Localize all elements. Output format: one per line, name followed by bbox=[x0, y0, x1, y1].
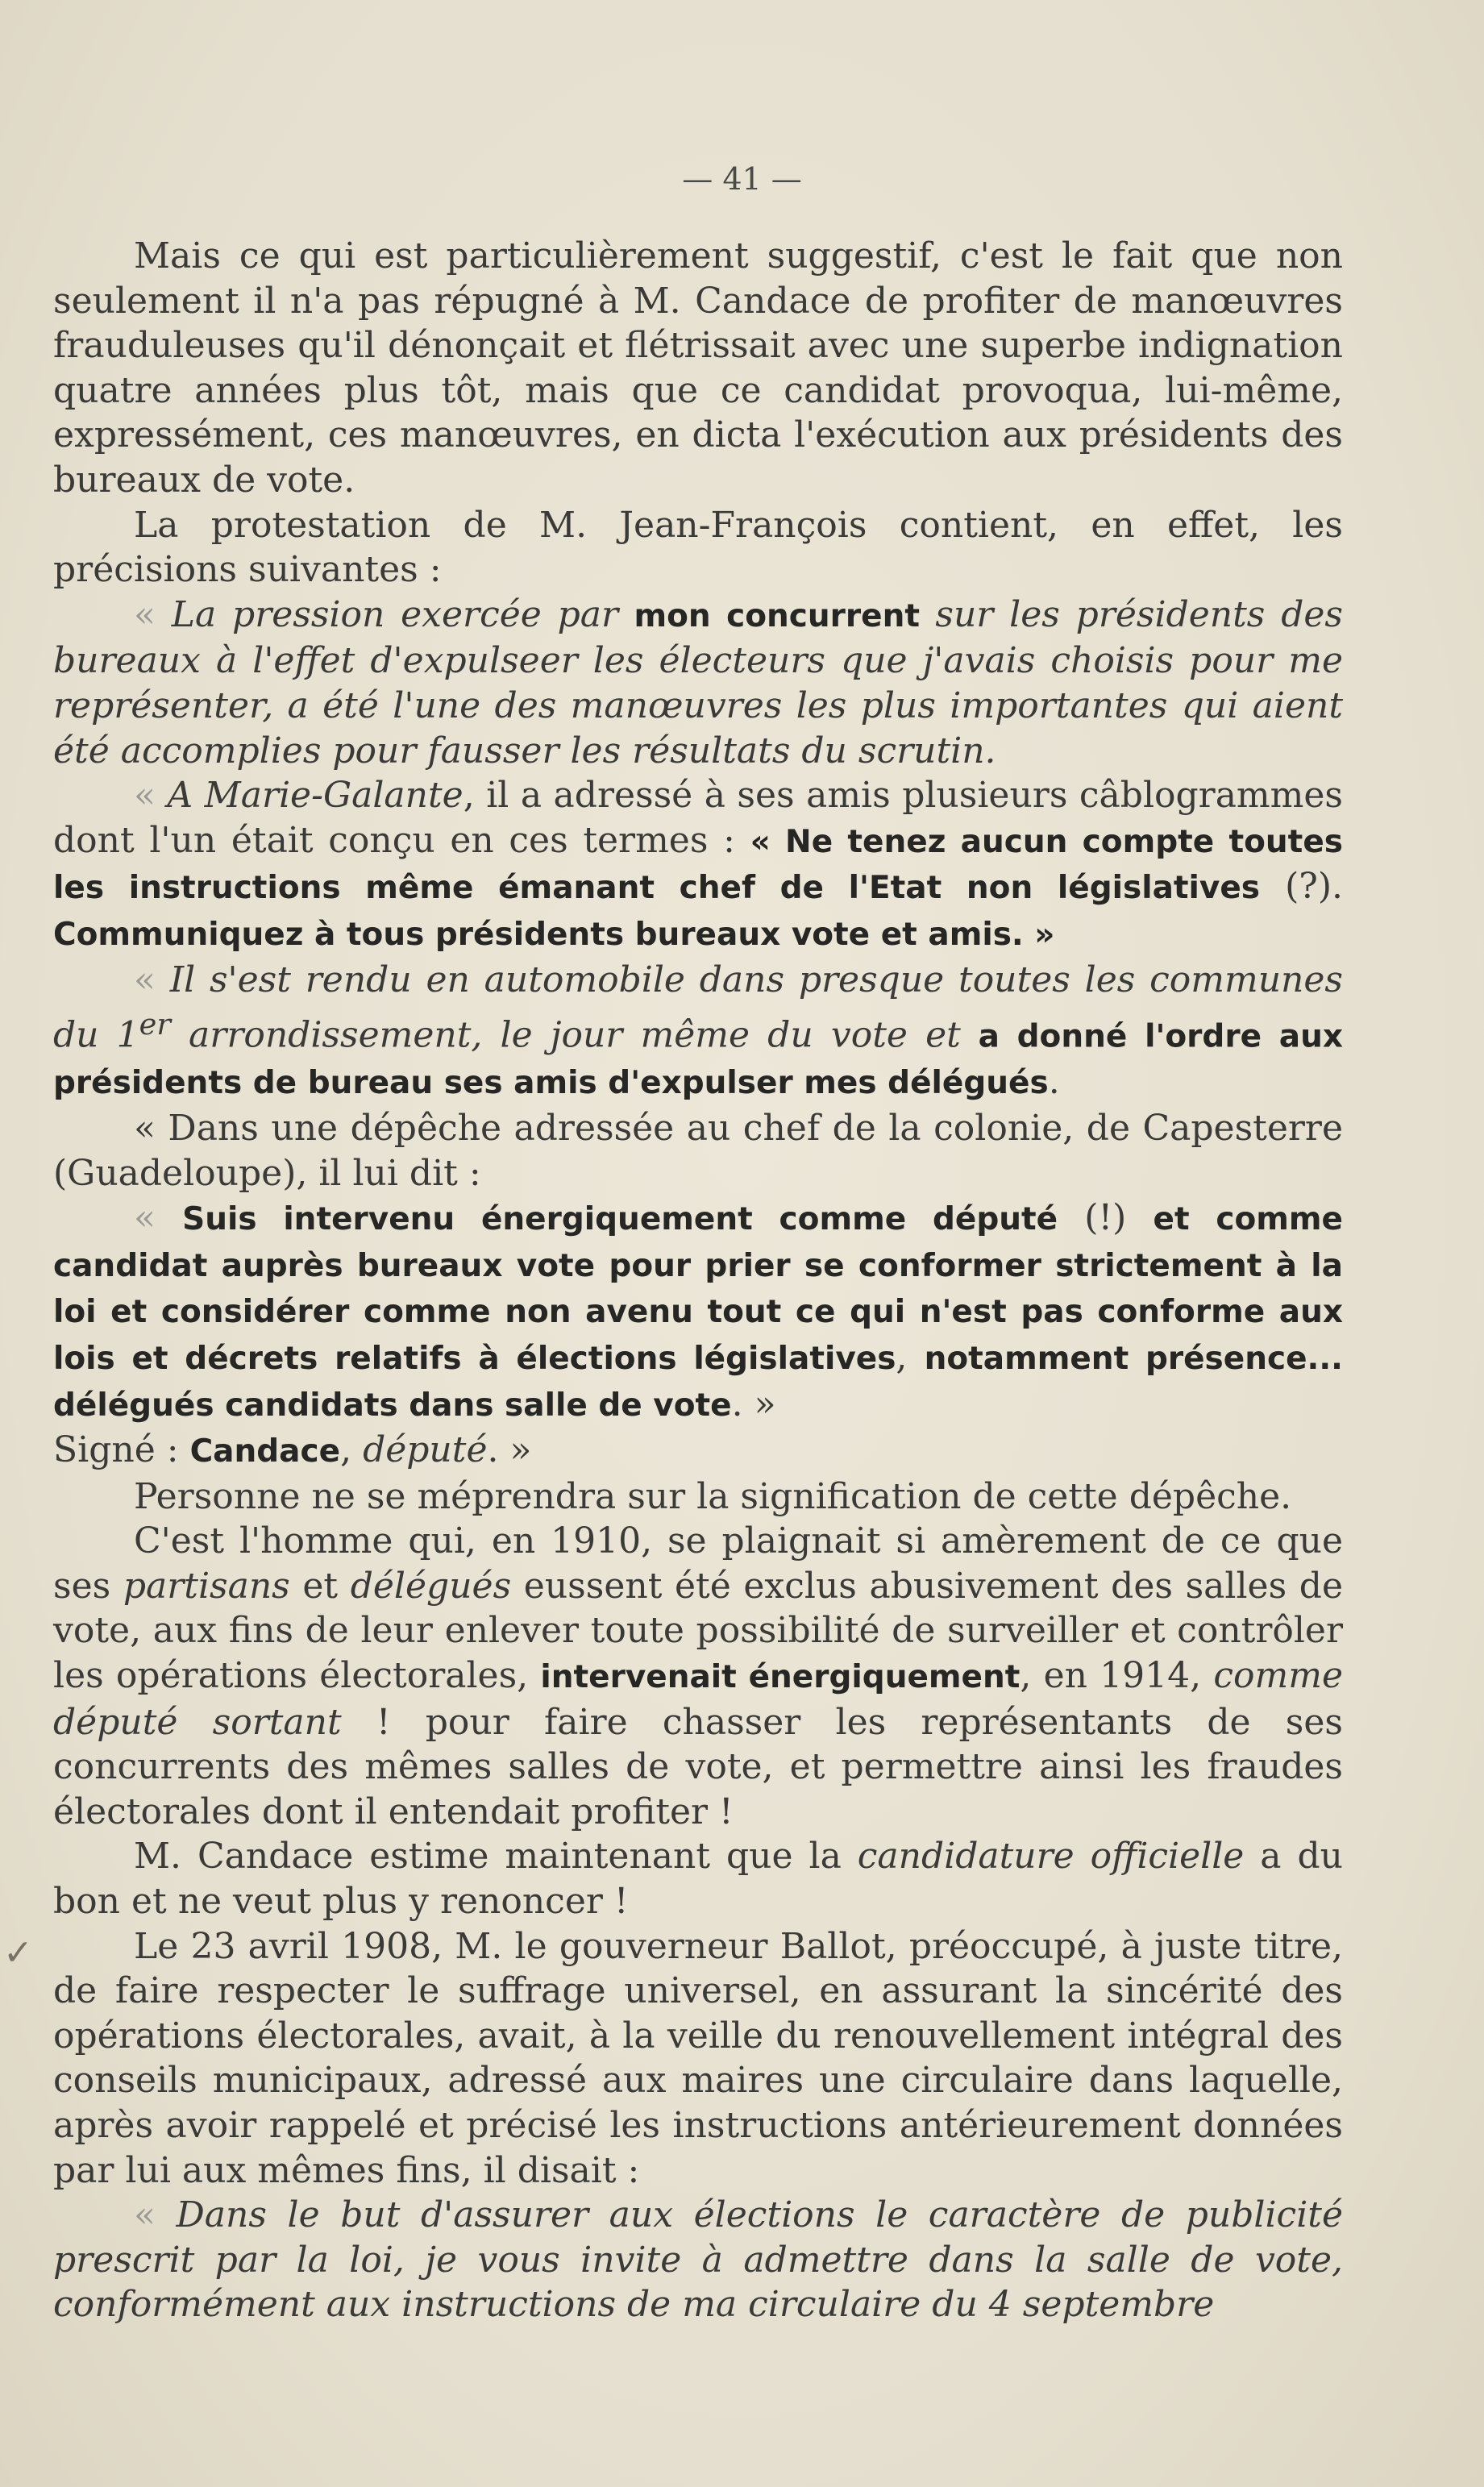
superscript: er bbox=[139, 1007, 171, 1042]
bold-run: « Ne tenez aucun compte toutes les instructions même émanant chef de l'Etat non législatives bbox=[53, 823, 1343, 907]
paragraph-12 bbox=[53, 1924, 1343, 2194]
paragraph-2 bbox=[53, 503, 1343, 593]
text-run: M. Candace estime maintenant que la bbox=[134, 1836, 858, 1878]
paragraph-5-quote bbox=[53, 958, 1343, 1106]
bold-run: et comme candidat auprès bureaux vote pour prier se conformer strictement à la loi et considérer comme non avenu tout ce qui n'est pas conforme aux lois et décrets relatifs à élections législatives bbox=[53, 1201, 1344, 1377]
text-run: a du bon et ne veut plus y renoncer ! bbox=[53, 1836, 1343, 1923]
bold-run: mon concurrent bbox=[618, 597, 936, 634]
text-run: Personne ne se méprendra sur la signification de cette dépêche. bbox=[134, 1475, 1292, 1517]
italic-run: comme député sortant bbox=[53, 1655, 1343, 1743]
text-run: . » bbox=[731, 1383, 776, 1424]
paragraph-1 bbox=[53, 234, 1343, 503]
text-run: (!) bbox=[1058, 1197, 1154, 1239]
text-run: « Dans une dépêche adressée au chef de la colonie, de Capesterre (Guadeloupe), il lui dit : bbox=[53, 1107, 1343, 1194]
italic-run: Dans le but d'assurer aux élections le caractère de publicité prescrit par la loi, je vous invite à admettre dans la salle de vote, conformément aux instructions de ma circulaire du 4 septembre bbox=[53, 2194, 1343, 2326]
bold-run: Suis intervenu énergiquement comme député bbox=[182, 1201, 1058, 1238]
quote-mark: « bbox=[134, 1197, 183, 1239]
page-number: — 41 — bbox=[682, 161, 802, 197]
paragraph-10 bbox=[53, 1519, 1343, 1834]
paragraph-8-signature bbox=[53, 1428, 1343, 1474]
quote-mark: « bbox=[134, 775, 168, 817]
bold-run: intervenait énergiquement bbox=[540, 1659, 1021, 1696]
text-run: C'est l'homme qui, en 1910, se plaignait si amèrement de ce que ses bbox=[53, 1520, 1343, 1607]
text-run: , bbox=[896, 1336, 925, 1378]
text-run: , il a adressé à ses amis plusieurs câblogrammes dont l'un était conçu en ces termes : bbox=[53, 775, 1343, 861]
paragraph-9 bbox=[53, 1474, 1343, 1520]
text-run: , en 1914, bbox=[1020, 1655, 1214, 1697]
italic-run: A Marie-Galante bbox=[167, 775, 463, 817]
text-run: et bbox=[289, 1565, 351, 1607]
paragraph-3-quote bbox=[53, 593, 1343, 773]
paragraph-7-quote bbox=[53, 1196, 1343, 1428]
paragraph-11 bbox=[53, 1834, 1343, 1923]
bold-run: Candace bbox=[189, 1433, 341, 1470]
italic-run: candidature officielle bbox=[857, 1836, 1245, 1878]
bold-run: notamment présence... délégués candidats dans salle de vote bbox=[53, 1340, 1343, 1424]
italic-run: partisans bbox=[123, 1565, 290, 1607]
margin-check-mark: ✓ bbox=[3, 1932, 33, 1973]
body-text bbox=[53, 234, 1343, 2327]
text-run: La protestation de M. Jean-François contient, en effet, les précisions suivantes : bbox=[53, 504, 1343, 591]
italic-run: La pression exercée par bbox=[171, 593, 619, 635]
italic-run: Il s'est rendu en automobile dans presque toutes les communes du 1 bbox=[53, 959, 1343, 1056]
text-run: (?). bbox=[1260, 866, 1343, 908]
italic-run: sur les présidents des bureaux à l'effet d'expulseer les électeurs que j'avais choisis pour me représenter, a été l'une des manœuvres les plus importantes qui aient été accomplies pour fausser les résultats du scrutin. bbox=[53, 593, 1343, 771]
text-run: , bbox=[340, 1429, 364, 1471]
text-run: Signé : bbox=[53, 1429, 190, 1471]
quote-mark: « bbox=[134, 959, 170, 1000]
quote-mark: « bbox=[134, 593, 172, 635]
italic-run: député bbox=[363, 1429, 488, 1471]
italic-run: arrondissement, le jour même du vote et bbox=[170, 1014, 961, 1056]
paragraph-13-quote bbox=[53, 2193, 1343, 2327]
text-run: . » bbox=[487, 1429, 532, 1471]
bold-run: a donné l'ordre aux présidents de bureau ses amis d'expulser mes délégués bbox=[53, 1018, 1344, 1102]
text-run: ! pour faire chasser les représentants de ses concurrents des mêmes salles de vote, et permettre ainsi les fraudes électorales dont il entendait profiter ! bbox=[53, 1701, 1343, 1832]
paragraph-4-quote bbox=[53, 773, 1343, 957]
text-run: eussent été exclus abusivement des salles de vote, aux fins de leur enlever toute possibilité de surveiller et contrôler les opérations électorales, bbox=[53, 1565, 1343, 1697]
italic-run: délégués bbox=[350, 1565, 512, 1607]
text-run: Le 23 avril 1908, M. le gouverneur Ballot, préoccupé, à juste titre, de faire respecter le suffrage universel, en assurant la sincérité des opérations électorales, avait, à la veille du renouvellement intégral des conseils municipaux, adressé aux maires une circulaire dans laquelle, après avoir rappelé et précisé les instructions antérieurement données par lui aux mêmes fins, il disait : bbox=[53, 1925, 1343, 2191]
bold-run: Communiquez à tous présidents bureaux vote et amis. » bbox=[53, 916, 1055, 953]
paragraph-6 bbox=[53, 1106, 1343, 1196]
text-run: Mais ce qui est particulièrement suggestif, c'est le fait que non seulement il n'a pas répugné à M. Candace de profiter de manœuvres frauduleuses qu'il dénonçait et flétrissait avec une superbe indignation quatre années plus tôt, mais que ce candidat provoqua, lui-même, expressément, ces manœuvres, en dicta l'exécution aux présidents des bureaux de vote. bbox=[53, 235, 1343, 501]
text-run: . bbox=[1048, 1061, 1060, 1103]
quote-mark: « bbox=[134, 2194, 177, 2236]
